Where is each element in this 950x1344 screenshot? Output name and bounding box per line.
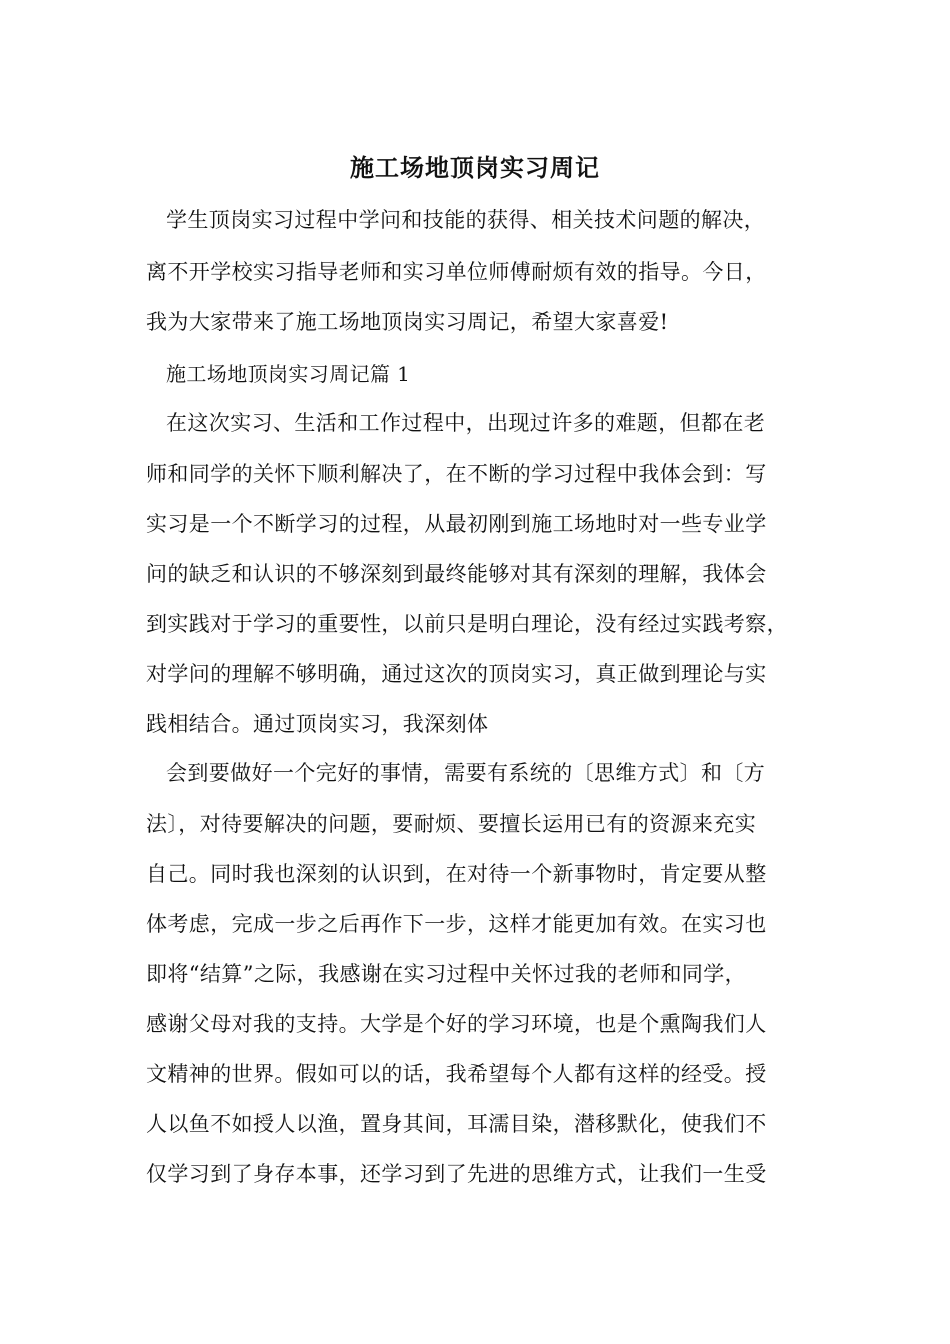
paragraph1-line-4: 问的缺乏和认识的不够深刻到最终能够对其有深刻的理解，我体会 bbox=[146, 562, 767, 586]
paragraph1-line-7: 践相结合。通过顶岗实习，我深刻体 bbox=[146, 712, 489, 736]
paragraph2-line-3: 自己。同时我也深刻的认识到，在对待一个新事物时，肯定要从整 bbox=[146, 862, 767, 886]
paragraph1-line-6: 对学问的理解不够明确，通过这次的顶岗实习，真正做到理论与实 bbox=[146, 662, 767, 686]
intro-line-1: 学生顶岗实习过程中学问和技能的获得、相关技术问题的解决， bbox=[166, 208, 766, 232]
paragraph2-line-7: 文精神的世界。假如可以的话，我希望每个人都有这样的经受。授 bbox=[146, 1062, 767, 1086]
intro-line-3: 我为大家带来了施工场地顶岗实习周记，希望大家喜爱! bbox=[146, 310, 669, 334]
paragraph1-line-2: 师和同学的关怀下顺利解决了，在不断的学习过程中我体会到：写 bbox=[146, 462, 767, 486]
section-heading: 施工场地顶岗实习周记篇 1 bbox=[166, 362, 411, 386]
paragraph2-line-4: 体考虑，完成一步之后再作下一步，这样才能更加有效。在实习也 bbox=[146, 912, 767, 936]
paragraph1-line-1: 在这次实习、生活和工作过程中，出现过许多的难题，但都在老 bbox=[166, 411, 766, 435]
paragraph2-line-1: 会到要做好一个完好的事情，需要有系统的〔思维方式〕和〔方 bbox=[166, 761, 766, 785]
paragraph1-line-3: 实习是一个不断学习的过程，从最初刚到施工场地时对一些专业学 bbox=[146, 512, 767, 536]
document-title: 施工场地顶岗实习周记 bbox=[350, 153, 600, 182]
intro-line-2: 离不开学校实习指导老师和实习单位师傅耐烦有效的指导。今日， bbox=[146, 260, 767, 284]
paragraph2-line-6: 感谢父母对我的支持。大学是个好的学习环境，也是个熏陶我们人 bbox=[146, 1012, 767, 1036]
paragraph2-line-5: 即将“结算”之际，我感谢在实习过程中关怀过我的老师和同学， bbox=[146, 962, 747, 986]
paragraph2-line-2: 法〕，对待要解决的问题，要耐烦、要擅长运用已有的资源来充实 bbox=[146, 812, 757, 836]
paragraph1-line-5: 到实践对于学习的重要性，以前只是明白理论，没有经过实践考察， bbox=[146, 612, 788, 636]
paragraph2-line-8: 人以鱼不如授人以渔，置身其间，耳濡目染，潜移默化，使我们不 bbox=[146, 1112, 767, 1136]
paragraph2-line-9: 仅学习到了身存本事，还学习到了先进的思维方式，让我们一生受 bbox=[146, 1162, 767, 1186]
